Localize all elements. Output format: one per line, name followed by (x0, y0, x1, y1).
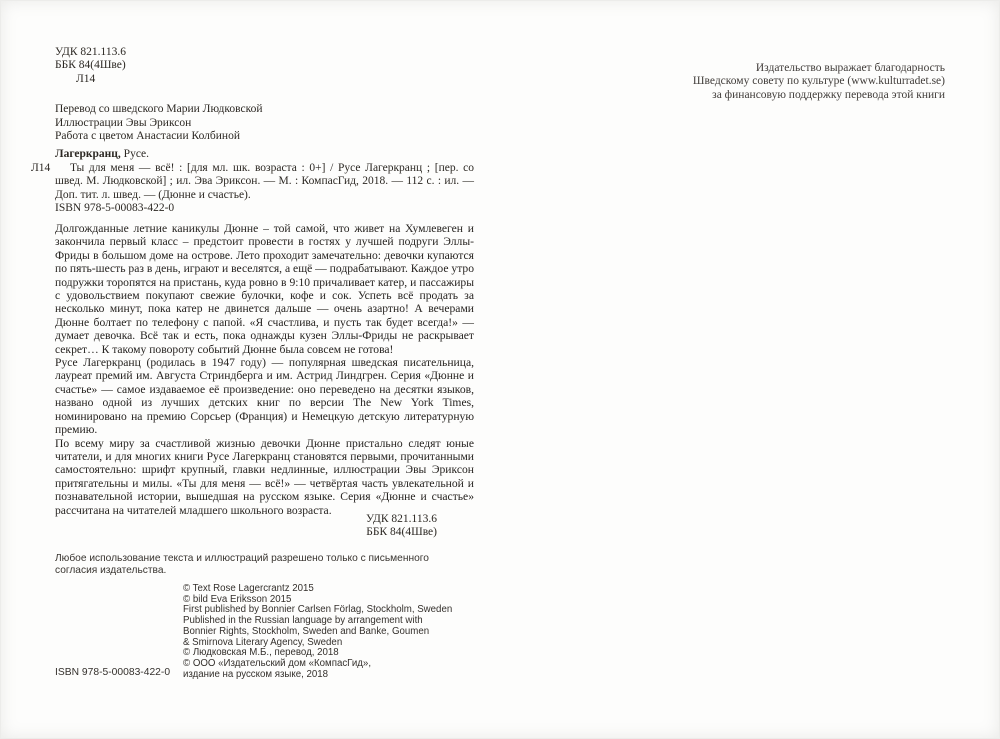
copyright-agency-line-2: & Smirnova Literary Agency, Sweden (183, 636, 343, 648)
annotation-block (55, 222, 474, 517)
annotation-paragraph-series-info: По всему миру за счастливой жизнью девочки Дюнне пристально следят юные читатели, и для многих книги Русе Лагеркранц становятся первыми, прочитанными самостоятельно: шрифт крупный, главки недлинные, иллюстрации Эвы Эриксон притягательны и милы. «Ты для меня — всё!» — четвёртая часть увлекательной и познавательной истории, вышедшая на русском языке. Серия «Дюнне и счастье» рассчитана на читателей младшего школьного возраста. (55, 436, 474, 517)
catalog-author-surname: Лагеркранц, (55, 148, 121, 160)
bbk-code: ББК 84(4Шве) (55, 59, 126, 72)
copyright-arrangement-line: Published in the Russian language by arrangement with (183, 615, 423, 627)
acknowledgement-line: Издательство выражает благодарность (755, 62, 945, 74)
catalog-card (31, 148, 474, 216)
catalog-author-name: Русе. (120, 148, 150, 160)
copyright-illustrations-line: © bild Eva Eriksson 2015 (183, 593, 292, 605)
top-left-codes (55, 46, 126, 86)
acknowledgement-line: за финансовую поддержку перевода этой книги (712, 88, 945, 101)
bbk-code-bottom: ББК 84(4Шве) (366, 526, 437, 539)
copyright-first-published-line: First published by Bonnier Carlsen Förlag, Stockholm, Sweden (183, 604, 453, 616)
copyright-agency-line: Bonnier Rights, Stockholm, Sweden and Banke, Goumen (183, 625, 430, 637)
catalog-isbn: ISBN 978-5-00083-422-0 (55, 202, 175, 214)
permission-note: Любое использование текста и иллюстраций разрешено только с письменного согласия издательства. (55, 553, 429, 577)
isbn-number: ISBN 978-5-00083-422-0 (55, 667, 171, 678)
credit-translator: Перевод со шведского Марии Людковской (55, 103, 263, 115)
acknowledgement-block (693, 62, 945, 102)
bottom-codes (366, 513, 437, 540)
credits-block (55, 103, 262, 144)
catalog-entry: Ты для меня — всё! : [для мл. шк. возраста : 0+] / Русе Лагеркранц ; [пер. со швед. М. Людковской] ; ил. Эва Эриксон. — М. : КомпасГид, 2018. — 112 с. : ил. — Доп. тит. л. швед. — (Дюнне и счастье). (55, 161, 474, 201)
copyright-publisher-line: © ООО «Издательский дом «КомпасГид», (183, 657, 372, 669)
credit-illustrator: Иллюстрации Эвы Эриксон (55, 116, 192, 129)
annotation-paragraph-summary: Долгожданные летние каникулы Дюнне – той самой, что живет на Хумлевеген и закончила первый класс – предстоит провести в гостях у лучшей подруги Эллы-Фриды в большом доме на острове. Лето проходит замечательно: девочки купаются по пять-шесть раз в день, играют и веселятся, а ещё — подрабатывают. Каждое утро подружки торопятся на пристань, куда ровно в 9:10 причаливает катер, и пассажиры с удовольствием покупают свежие булочки, кофе и сок. Успеть всё продать за несколько минут, пока катер не двинется дальше — очень азартно! А вечерами Дюнне болтает по телефону с папой. «Я счастлива, и пусть так будет всегда!» — думает девочка. Всё так и есть, пока однажды кузен Эллы-Фриды не раскрывает секрет… К такому повороту событий Дюнне была совсем не готова! (55, 222, 474, 356)
copyright-block (183, 584, 452, 680)
acknowledgement-line: Шведскому совету по культуре (www.kulturradet.se) (692, 75, 945, 88)
author-sign-code: Л14 (76, 72, 96, 85)
udk-code: УДК 821.113.6 (55, 46, 126, 58)
catalog-margin-code: Л14 (31, 161, 51, 174)
copyright-translation-line: © Людковская М.Б., перевод, 2018 (183, 647, 339, 659)
copyright-text-line: © Text Rose Lagercrantz 2015 (183, 583, 314, 594)
copyright-edition-line: издание на русском языке, 2018 (183, 668, 329, 680)
udk-code-bottom: УДК 821.113.6 (366, 513, 437, 525)
catalog-author (55, 148, 474, 162)
credit-colorist: Работа с цветом Анастасии Колбиной (55, 130, 240, 143)
annotation-paragraph-author-bio: Русе Лагеркранц (родилась в 1947 году) — популярная шведская писательница, лауреат премий им. Августа Стриндберга и им. Астрид Линдгрен. Серия «Дюнне и счастье» — самое издаваемое её произведение: оно переведено на десятки языков, названо одной из лучших детских книг по версии The New York Times, номинировано на премию Сорсьер (Франция) и Немецкую детскую литературную премию. (55, 356, 474, 437)
